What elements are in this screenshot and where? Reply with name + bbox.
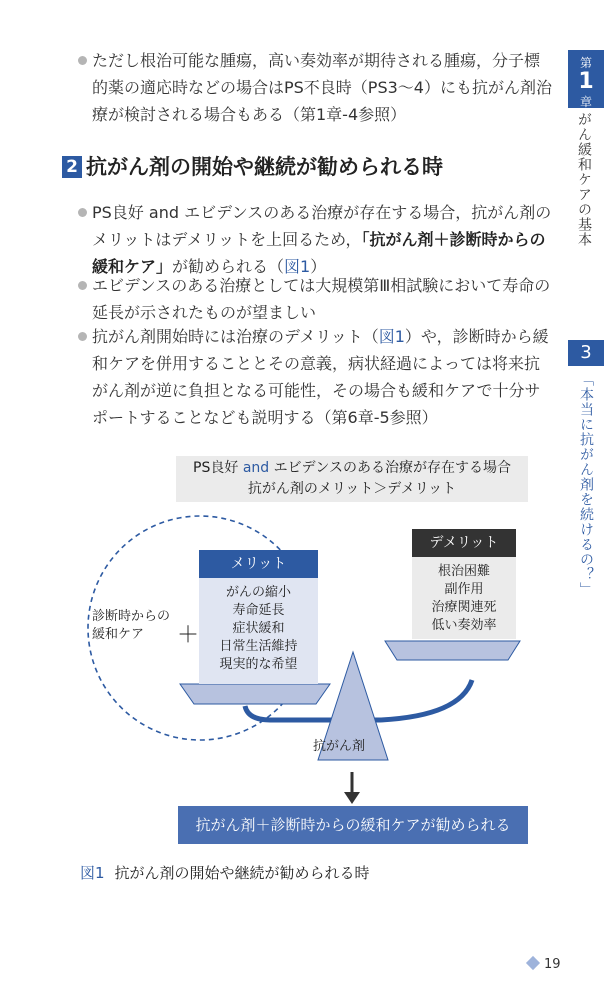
fulcrum-label: 抗がん剤	[313, 739, 366, 754]
caption-number: 図1	[80, 864, 105, 882]
condition-result: 抗がん剤のメリット＞デメリット	[247, 481, 457, 497]
result-box: 抗がん剤＋診断時からの緩和ケアが勧められる	[178, 806, 528, 844]
section-number: 3	[568, 340, 604, 366]
bullet-3-text-a: 抗がん剤開始時には治療のデメリット（	[92, 327, 379, 346]
condition-box	[176, 456, 528, 502]
diamond-icon	[526, 956, 540, 970]
merit-item: 日常生活維持	[219, 639, 298, 654]
section-heading	[62, 151, 443, 181]
demerit-item: 治療関連死	[431, 600, 497, 615]
bullet-3-text-b: ）や，診断時から緩和ケアを併用することとその意義，病状経過によっては将来抗がん剤が逆に負担となる可能性，その場合も緩和ケアで十分サポートすることなども説明する（第6章-5参照）	[92, 327, 549, 427]
merit-item: 症状緩和	[232, 621, 285, 636]
down-arrow-icon	[344, 792, 360, 804]
plus-sign: ＋	[177, 623, 200, 648]
chapter-label-top: 第	[579, 56, 592, 70]
demerit-title: デメリット	[412, 529, 516, 557]
bullet-1-text-c: ）	[310, 257, 327, 276]
intro-bullet: ただし根治可能な腫瘍，高い奏効率が期待される腫瘍，分子標的薬の適応時などの場合はPS不良時（PS3～4）にも抗がん剤治療が検討される場合もある（第1章-4参照）	[92, 47, 552, 128]
page-number-text: 19	[544, 957, 561, 972]
bullet-2: エビデンスのある治療としては大規模第Ⅲ相試験において寿命の延長が示されたものが望ましい	[92, 272, 552, 326]
demerit-list	[412, 557, 516, 639]
figure-ref-link[interactable]: 図1	[284, 257, 311, 276]
palliative-line-1: 診断時からの	[92, 609, 171, 624]
bullet-1	[92, 199, 552, 280]
bullet-1-text-b: が勧められる（	[172, 257, 285, 276]
page-number	[528, 957, 561, 972]
figure-balance	[80, 448, 540, 848]
demerit-item: 副作用	[444, 582, 484, 597]
condition-ps: PS良好	[193, 460, 239, 476]
figure-caption	[80, 862, 370, 883]
palliative-line-2: 緩和ケア	[92, 627, 145, 642]
demerit-item: 低い奏効率	[431, 618, 497, 633]
caption-text: 抗がん剤の開始や継続が勧められる時	[114, 864, 370, 882]
right-pan	[385, 641, 520, 660]
palliative-label	[92, 608, 170, 644]
merit-item: 寿命延長	[232, 603, 285, 618]
bullet-3	[92, 323, 552, 431]
condition-and: and	[242, 460, 270, 476]
condition-evidence: エビデンスのある治療が存在する場合	[273, 460, 511, 476]
merit-list	[199, 578, 318, 684]
left-pan	[180, 684, 330, 704]
chapter-number: 1	[578, 69, 594, 94]
heading-number: 2	[62, 156, 82, 178]
demerit-item: 根治困難	[437, 564, 490, 579]
chapter-title: がん緩和ケアの基本	[576, 112, 592, 247]
figure-ref-link[interactable]: 図1	[378, 327, 405, 346]
chapter-tab	[568, 50, 604, 108]
bullet-1-text-a: PS良好 and エビデンスのある治療が存在する場合，抗がん剤のメリットはデメリットを上回るため，	[92, 203, 552, 249]
merit-item: 現実的な希望	[219, 657, 298, 672]
section-title: 「本当に抗がん剤を続けるの？」	[578, 372, 594, 597]
merit-title: メリット	[199, 550, 318, 578]
heading-title: 抗がん剤の開始や継続が勧められる時	[86, 155, 443, 179]
bullet-1-bold: 「抗がん剤＋診断時からの緩和ケア」	[92, 230, 546, 276]
merit-item: がんの縮小	[225, 585, 291, 600]
chapter-label-bottom: 章	[579, 95, 592, 109]
